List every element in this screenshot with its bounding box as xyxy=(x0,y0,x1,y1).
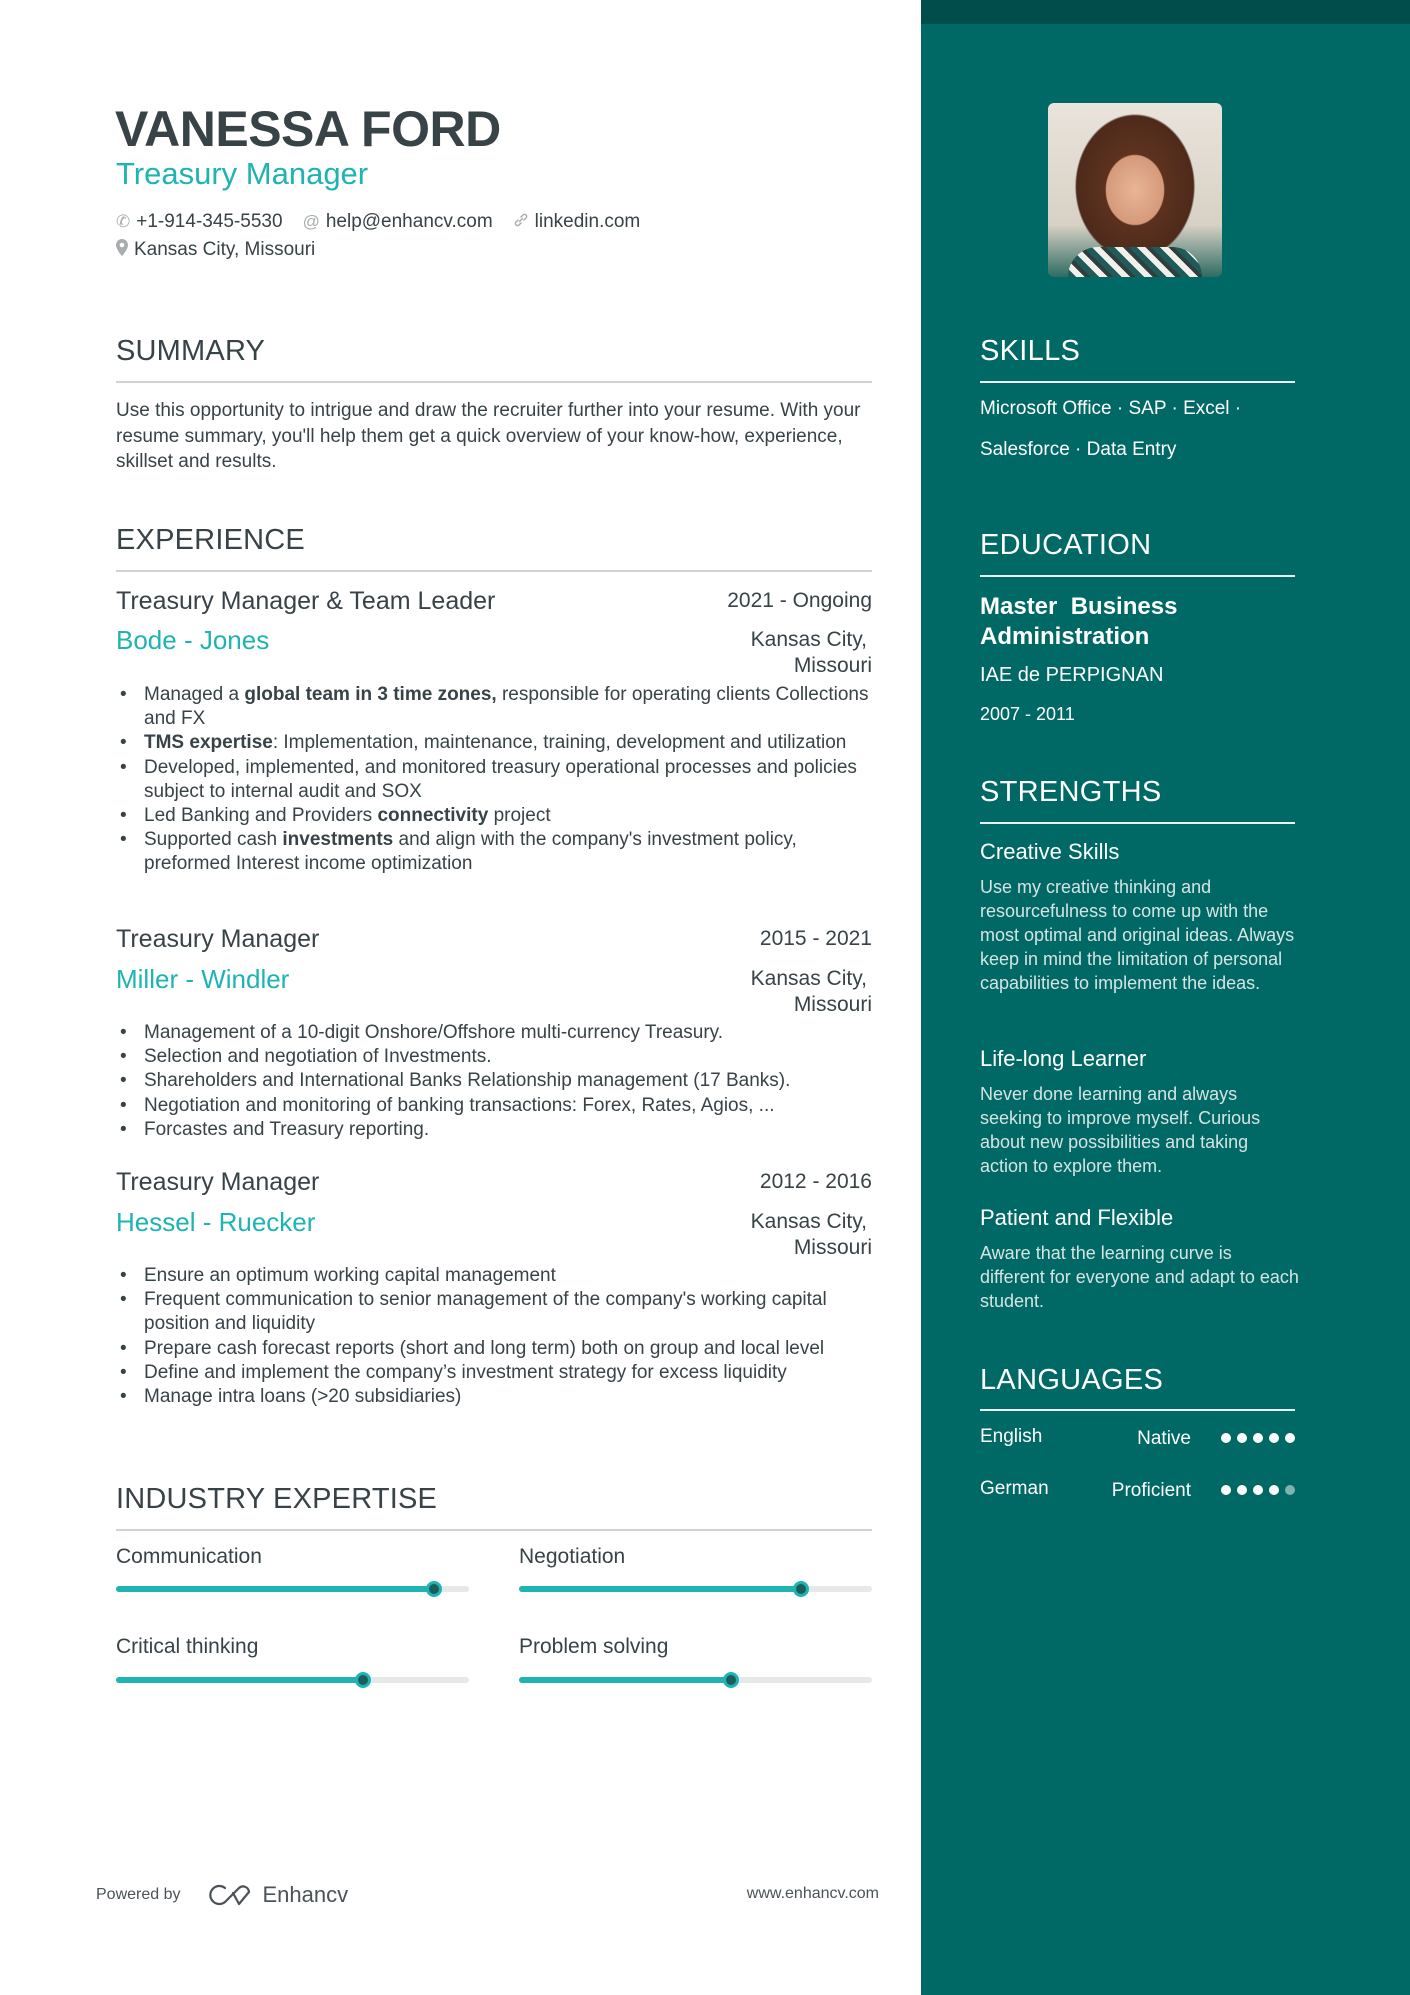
language-row xyxy=(980,1426,1295,1452)
job-location-line1: Kansas City, xyxy=(750,628,867,651)
degree-line: Administration xyxy=(980,623,1150,650)
expertise-bar xyxy=(519,1586,872,1592)
bullet-item: • Ensure an optimum working capital management xyxy=(116,1264,876,1288)
at-icon: @ xyxy=(302,212,320,231)
expertise-bar-fill xyxy=(116,1677,363,1683)
rating-dot xyxy=(1221,1433,1231,1443)
rating-dot xyxy=(1269,1433,1279,1443)
strengths-divider xyxy=(980,822,1295,824)
language-rating-dots xyxy=(1221,1433,1295,1443)
profile-photo xyxy=(1048,103,1222,277)
bullet-item: • Led Banking and Providers connectivity project xyxy=(116,804,876,828)
skills-divider xyxy=(980,381,1295,383)
rating-dot xyxy=(1237,1433,1247,1443)
job-location-line2: Missouri xyxy=(793,654,872,677)
industry-expertise-heading: INDUSTRY EXPERTISE xyxy=(116,1483,438,1515)
candidate-title: Treasury Manager xyxy=(116,156,369,191)
company-name: Hessel - Ruecker xyxy=(116,1207,316,1237)
expertise-label: Problem solving xyxy=(519,1635,669,1658)
job-title: Treasury Manager xyxy=(116,1168,320,1196)
bullet-item: • Supported cash investments and align with the company's investment policy, preformed Interest income optimization xyxy=(116,828,876,876)
job-dates: 2015 - 2021 xyxy=(759,927,872,950)
strength-title: Creative Skills xyxy=(980,839,1120,864)
sidebar-top-band xyxy=(921,0,1410,24)
job-location xyxy=(672,627,872,679)
language-name: English xyxy=(980,1426,1043,1447)
bullet-item: • Prepare cash forecast reports (short and long term) both on group and local level xyxy=(116,1337,876,1361)
strength-title: Life-long Learner xyxy=(980,1046,1147,1071)
expertise-label: Communication xyxy=(116,1545,262,1568)
experience-divider xyxy=(116,570,872,572)
linkedin-text: linkedin.com xyxy=(534,211,641,232)
education-heading: EDUCATION xyxy=(980,529,1152,561)
email-text: help@enhancv.com xyxy=(325,211,493,232)
languages-heading: LANGUAGES xyxy=(980,1364,1164,1396)
language-row xyxy=(980,1478,1295,1504)
enhancv-logo[interactable] xyxy=(209,1882,349,1908)
location-row xyxy=(116,239,335,261)
phone-contact[interactable] xyxy=(116,211,283,233)
email-contact[interactable] xyxy=(303,211,493,233)
strength-description: Aware that the learning curve is different for everyone and adapt to each student. xyxy=(980,1243,1299,1311)
strength-description: Never done learning and always seeking to improve myself. Curious about new possibilities and taking action to explore them. xyxy=(980,1084,1261,1176)
bullet-item: • Manage intra loans (>20 subsidiaries) xyxy=(116,1385,876,1409)
job-title: Treasury Manager & Team Leader xyxy=(116,587,496,615)
phone-icon: ✆ xyxy=(116,212,131,231)
powered-by-label: Powered by xyxy=(96,1886,181,1903)
language-level: Proficient xyxy=(1111,1480,1191,1501)
summary-divider xyxy=(116,381,872,383)
bullet-item: • Frequent communication to senior management of the company's working capital position and liquidity xyxy=(116,1288,876,1336)
summary-text: Use this opportunity to intrigue and draw the recruiter further into your resume. With your resume summary, you'll help them get a quick overview of your know-how, experience, skillset and results. xyxy=(116,400,861,472)
location-pin-icon xyxy=(116,239,128,261)
expertise-bar-fill xyxy=(519,1677,731,1683)
rating-dot xyxy=(1285,1485,1295,1495)
languages-divider xyxy=(980,1409,1295,1411)
expertise-bar xyxy=(116,1586,469,1592)
location-text: Kansas City, Missouri xyxy=(134,239,316,260)
expertise-bar-knob xyxy=(355,1672,371,1688)
photo-shirt xyxy=(1068,247,1202,277)
skills-line: Microsoft Office · SAP · Excel · xyxy=(980,398,1242,419)
expertise-bar-fill xyxy=(519,1586,801,1592)
strength-description: Use my creative thinking and resourcefulness to come up with the most optimal and original ideas. Always keep in mind the limitation of personal capabilities to implement the ideas. xyxy=(980,877,1295,993)
rating-dot xyxy=(1285,1433,1295,1443)
experience-heading: EXPERIENCE xyxy=(116,524,305,556)
expertise-bar-knob xyxy=(793,1581,809,1597)
job-dates: 2021 - Ongoing xyxy=(727,589,872,612)
sidebar xyxy=(921,0,1410,1995)
education-dates: 2007 - 2011 xyxy=(980,704,1075,724)
industry-expertise-divider xyxy=(116,1529,872,1531)
education-divider xyxy=(980,575,1295,577)
skills-line: Salesforce · Data Entry xyxy=(980,439,1177,460)
language-rating-dots xyxy=(1221,1485,1295,1495)
school-name: IAE de PERPIGNAN xyxy=(980,664,1164,686)
bullet-item: • TMS expertise: Implementation, maintenance, training, development and utilization xyxy=(116,731,876,755)
rating-dot xyxy=(1253,1485,1263,1495)
job-bullets xyxy=(116,1021,876,1142)
rating-dot xyxy=(1237,1485,1247,1495)
bullet-item: • Managed a global team in 3 time zones, responsible for operating clients Collections and FX xyxy=(116,683,876,731)
company-name: Bode - Jones xyxy=(116,625,270,655)
expertise-bar-knob xyxy=(723,1672,739,1688)
linkedin-contact[interactable] xyxy=(513,211,641,233)
expertise-label: Critical thinking xyxy=(116,1635,259,1658)
bullet-item: • Negotiation and monitoring of banking transactions: Forex, Rates, Agios, ... xyxy=(116,1094,876,1118)
link-icon xyxy=(513,212,529,233)
job-location xyxy=(672,966,872,1018)
contact-row xyxy=(116,211,660,233)
enhancv-logo-icon xyxy=(209,1883,255,1907)
language-level: Native xyxy=(1137,1428,1191,1449)
job-location-line1: Kansas City, xyxy=(750,1210,867,1233)
expertise-bar-knob xyxy=(426,1581,442,1597)
language-name: German xyxy=(980,1478,1049,1499)
company-name: Miller - Windler xyxy=(116,964,290,994)
strength-title: Patient and Flexible xyxy=(980,1205,1174,1230)
skills-heading: SKILLS xyxy=(980,335,1081,367)
job-location-line2: Missouri xyxy=(793,1236,872,1259)
bullet-item: • Management of a 10-digit Onshore/Offshore multi-currency Treasury. xyxy=(116,1021,876,1045)
enhancv-brand-text: Enhancv xyxy=(262,1882,349,1907)
job-bullets xyxy=(116,1264,876,1409)
strengths-heading: STRENGTHS xyxy=(980,776,1162,808)
job-dates: 2012 - 2016 xyxy=(759,1170,872,1193)
job-title: Treasury Manager xyxy=(116,925,320,953)
footer-powered-by xyxy=(96,1882,348,1908)
expertise-bar xyxy=(116,1677,469,1683)
footer-url[interactable]: www.enhancv.com xyxy=(746,1885,879,1902)
job-location-line2: Missouri xyxy=(793,993,872,1016)
bullet-item: • Define and implement the company’s investment strategy for excess liquidity xyxy=(116,1361,876,1385)
job-location xyxy=(672,1209,872,1261)
bullet-item: • Forcastes and Treasury reporting. xyxy=(116,1118,876,1142)
summary-heading: SUMMARY xyxy=(116,335,266,367)
phone-text: +1-914-345-5530 xyxy=(136,211,283,232)
rating-dot xyxy=(1269,1485,1279,1495)
expertise-label: Negotiation xyxy=(519,1545,626,1568)
expertise-bar xyxy=(519,1677,872,1683)
bullet-item: • Selection and negotiation of Investments. xyxy=(116,1045,876,1069)
rating-dot xyxy=(1221,1485,1231,1495)
job-bullets xyxy=(116,683,876,877)
expertise-bar-fill xyxy=(116,1586,434,1592)
degree-title xyxy=(980,592,1300,652)
degree-line: Master Business xyxy=(980,593,1178,620)
rating-dot xyxy=(1253,1433,1263,1443)
location-contact xyxy=(116,239,315,261)
bullet-item: • Shareholders and International Banks Relationship management (17 Banks). xyxy=(116,1069,876,1093)
candidate-name: VANESSA FORD xyxy=(115,101,501,157)
job-location-line1: Kansas City, xyxy=(750,967,867,990)
bullet-item: • Developed, implemented, and monitored treasury operational processes and policies subject to internal audit and SOX xyxy=(116,756,876,804)
